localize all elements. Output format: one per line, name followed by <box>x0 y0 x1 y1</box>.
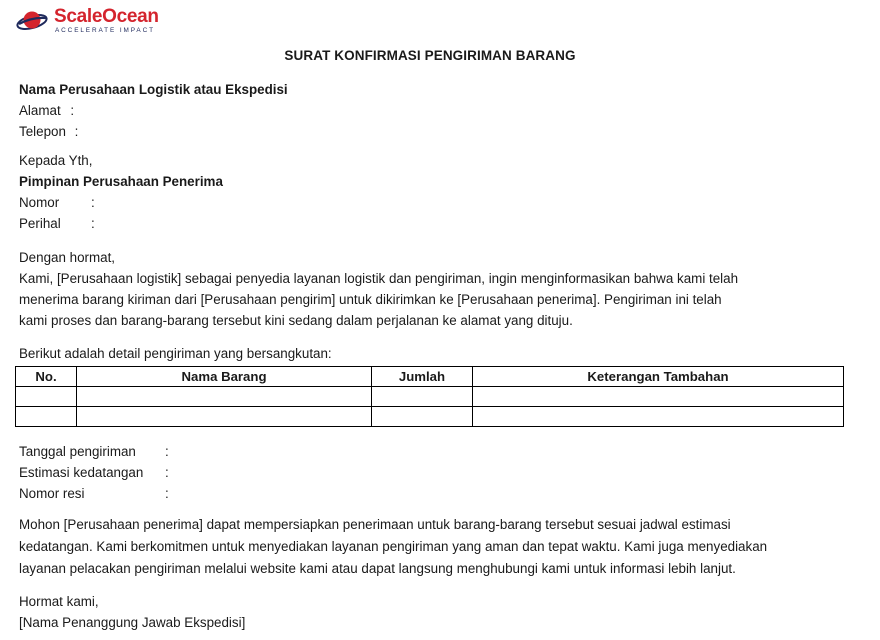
table-row <box>16 407 844 427</box>
table-cell <box>16 407 77 427</box>
intro-paragraph-line-2: menerima barang kiriman dari [Perusahaan pengirim] untuk dikirimkan ke [Perusahaan penerima]. Pengiriman ini telah <box>19 292 722 307</box>
table-cell <box>473 387 844 407</box>
number-field <box>19 195 95 210</box>
closing-paragraph-line-3: layanan pelacakan pengiriman melalui website kami atau dapat langsung menghubungi kami untuk informasi lebih lanjut. <box>19 561 736 576</box>
table-cell <box>473 407 844 427</box>
subject-colon: : <box>91 216 95 231</box>
subject-field <box>19 216 95 231</box>
table-row <box>16 387 844 407</box>
phone-label: Telepon <box>19 124 66 139</box>
shipping-date-colon: : <box>165 444 169 459</box>
table-header-row <box>16 367 844 387</box>
header-notes: Keterangan Tambahan <box>473 367 844 387</box>
scaleocean-logo-icon <box>16 7 50 35</box>
eta-label: Estimasi kedatangan <box>19 465 144 480</box>
eta-field <box>19 465 169 480</box>
recipient-greeting: Kepada Yth, <box>19 153 93 168</box>
table-cell <box>77 407 372 427</box>
table-intro: Berikut adalah detail pengiriman yang bersangkutan: <box>19 346 332 361</box>
salutation: Dengan hormat, <box>19 250 116 265</box>
closing-paragraph-line-2: kedatangan. Kami berkomitmen untuk menyediakan layanan pengiriman yang aman dan tepat waktu. Kami juga menyediakan <box>19 539 768 554</box>
shipping-date-label: Tanggal pengiriman <box>19 444 136 459</box>
sender-phone-field <box>19 124 78 139</box>
brand-tagline: ACCELERATE IMPACT <box>55 27 155 34</box>
regards: Hormat kami, <box>19 594 99 609</box>
table-cell <box>16 387 77 407</box>
shipping-date-field <box>19 444 169 459</box>
shipment-detail-table <box>15 366 844 427</box>
number-colon: : <box>91 195 95 210</box>
header-item-name: Nama Barang <box>77 367 372 387</box>
table-cell <box>372 407 473 427</box>
document-title: SURAT KONFIRMASI PENGIRIMAN BARANG <box>284 48 576 63</box>
eta-colon: : <box>165 465 169 480</box>
intro-paragraph-line-3: kami proses dan barang-barang tersebut kini sedang dalam perjalanan ke alamat yang dituju. <box>19 313 573 328</box>
number-label: Nomor <box>19 195 60 210</box>
signatory: [Nama Penanggung Jawab Ekspedisi] <box>19 615 246 630</box>
phone-colon: : <box>74 124 79 139</box>
header-no: No. <box>16 367 77 387</box>
tracking-number-field <box>19 486 169 501</box>
tracking-number-colon: : <box>165 486 169 501</box>
sender-company: Nama Perusahaan Logistik atau Ekspedisi <box>19 82 288 97</box>
header-quantity: Jumlah <box>372 367 473 387</box>
address-label: Alamat <box>19 103 61 118</box>
sender-address-field <box>19 103 74 118</box>
tracking-number-label: Nomor resi <box>19 486 85 501</box>
intro-paragraph-line-1: Kami, [Perusahaan logistik] sebagai penyedia layanan logistik dan pengiriman, ingin menginformasikan bahwa kami telah <box>19 271 739 286</box>
brand-name: ScaleOcean <box>54 6 159 27</box>
closing-paragraph-line-1: Mohon [Perusahaan penerima] dapat mempersiapkan penerimaan untuk barang-barang tersebut sesuai jadwal estimasi <box>19 517 731 532</box>
table-cell <box>372 387 473 407</box>
subject-label: Perihal <box>19 216 61 231</box>
table-cell <box>77 387 372 407</box>
address-colon: : <box>70 103 75 118</box>
recipient-name: Pimpinan Perusahaan Penerima <box>19 174 223 189</box>
